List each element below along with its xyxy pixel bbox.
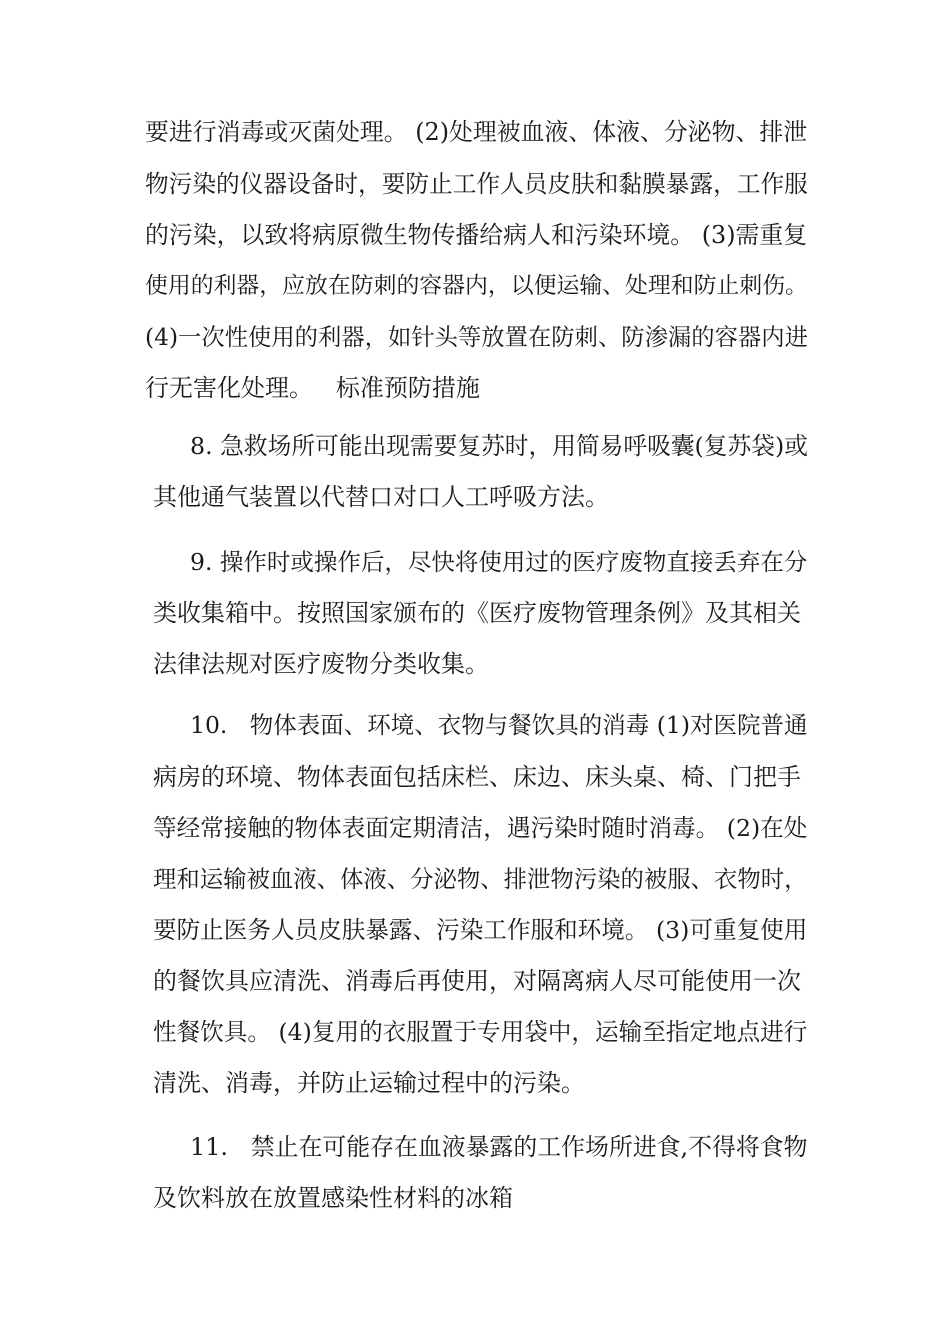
text-line: 清洗、消毒，并防止运输过程中的污染。 <box>153 1069 585 1097</box>
text-line: 9. 操作时或操作后，尽快将使用过的医疗废物直接丢弃在分 <box>190 548 808 576</box>
text-line: 要防止医务人员皮肤暴露、污染工作服和环境。 (3)可重复使用 <box>153 916 808 944</box>
text-line: 行无害化处理。 标准预防措施 <box>145 374 480 402</box>
text-line: 病房的环境、物体表面包括床栏、床边、床头桌、椅、门把手 <box>153 763 801 791</box>
text-line: 其他通气装置以代替口对口人工呼吸方法。 <box>153 483 609 511</box>
text-line: 等经常接触的物体表面定期清洁，遇污染时随时消毒。 (2)在处 <box>153 814 808 842</box>
text-line: 10. 物体表面、环境、衣物与餐饮具的消毒 (1)对医院普通 <box>190 711 808 739</box>
text-line: 及饮料放在放置感染性材料的冰箱 <box>153 1184 513 1212</box>
text-line: (4)一次性使用的利器，如针头等放置在防刺、防渗漏的容器内进 <box>145 323 808 351</box>
text-line: 的餐饮具应清洗、消毒后再使用，对隔离病人尽可能使用一次 <box>153 967 801 995</box>
text-line: 理和运输被血液、体液、分泌物、排泄物污染的被服、衣物时， <box>153 865 808 893</box>
text-line: 8. 急救场所可能出现需要复苏时，用简易呼吸囊(复苏袋)或 <box>190 432 808 460</box>
text-line: 类收集箱中。按照国家颁布的《医疗废物管理条例》及其相关 <box>153 599 801 627</box>
text-line: 的污染，以致将病原微生物传播给病人和污染环境。 (3)需重复 <box>145 221 808 249</box>
text-line: 法律法规对医疗废物分类收集。 <box>153 650 489 678</box>
text-line: 使用的利器，应放在防刺的容器内，以便运输、处理和防止刺伤。 <box>145 273 808 299</box>
text-line: 要进行消毒或灭菌处理。 (2)处理被血液、体液、分泌物、排泄 <box>145 118 808 146</box>
text-line: 物污染的仪器设备时，要防止工作人员皮肤和黏膜暴露，工作服 <box>145 170 808 198</box>
text-line: 性餐饮具。 (4)复用的衣服置于专用袋中，运输至指定地点进行 <box>153 1018 808 1046</box>
text-line: 11. 禁止在可能存在血液暴露的工作场所进食,不得将食物 <box>190 1133 808 1161</box>
